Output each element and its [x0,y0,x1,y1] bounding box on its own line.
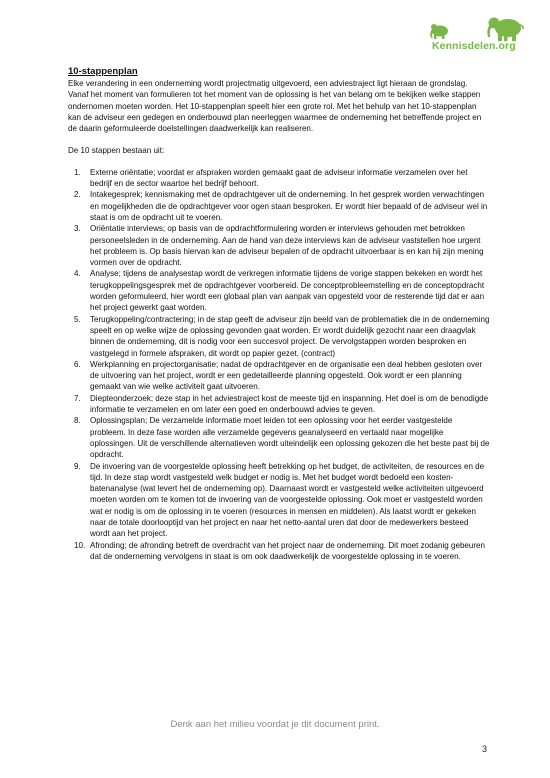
step-number: 10. [74,540,86,550]
step-number: 2. [74,190,81,200]
step-number: 4. [74,269,81,279]
list-item [68,359,490,393]
step-text: Intakegesprek; kennismaking met de opdrachtgever uit de onderneming. In het gesprek worden verwachtingen en mogelijkheden die de opdrachtgever voor ogen staan besproken. Er wordt hier bepaald of de adviseur wel in staat is om de opdracht uit te voeren. [90,190,488,222]
step-number: 6. [74,359,81,369]
steps-lead: De 10 stappen bestaan uit: [68,146,165,156]
intro-paragraph: Elke verandering in een onderneming wordt projectmatig uitgevoerd, een adviestraject ligt hieraan de grondslag. Vanaf het moment van formulieren tot het moment van de oplossing is het van belang om te bekijken welke stappen ondernomen moeten worden. Het 10-stappenplan speelt hier een grote rol. Met het behulp van het 10-stappenplan kan de adviseur een gedegen en onderbouwd plan neerleggen waarmee de onderneming het betreffende project en de daarin geformuleerde doelstellingen daadwerkelijk kan realiseren. [68,79,482,134]
page-footer: Denk aan het milieu voordat je dit document print. [170,719,380,730]
step-text: Diepteonderzoek; deze stap in het adviestraject kost de meeste tijd en inspanning. Het doel is om de benodigde informatie te verzamelen en om later een goed en onderbouwd advies te geven. [90,393,489,415]
step-text: Werkplanning en projectorganisatie; nadat de opdrachtgever en de organisatie een deal hebben gesloten over de uitvoering van het project, wordt er een gedetailleerde planning opgesteld. Ook wordt er een planning gemaakt van wie welke activiteit gaat uitvoeren. [90,359,483,392]
list-item [68,314,490,359]
main-content [68,66,490,562]
step-text: Afronding; de afronding betreft de overdracht van het project naar de onderneming. Dit moet zodanig gebeuren dat de onderneming vervolgens in staat is om ook daadwerkelijk de voorgestelde oplossing in te voeren. [90,540,486,561]
steps-list [68,167,490,562]
step-number: 5. [74,314,81,324]
kennisdelen-logo [410,14,530,54]
page-number: 3 [481,744,487,754]
step-number: 3. [74,224,81,234]
list-item [68,189,490,223]
list-item [68,268,490,313]
elephant-icon [428,14,528,42]
step-number: 8. [74,416,81,426]
step-text: Externe oriëntatie; voordat er afspraken worden gemaakt gaat de adviseur informatie verzamelen over het bedrijf en de sector waartoe het bedrijf behoort. [90,167,468,189]
list-item [68,540,490,563]
list-item [68,167,490,190]
logo-text: Kennisdelen.org [432,40,516,52]
list-item [68,415,490,460]
list-item [68,393,490,416]
list-item [68,223,490,268]
list-item [68,461,490,540]
step-number: 9. [74,461,81,471]
step-text: Oriëntatie interviews; op basis van de opdrachtformulering worden er interviews gehouden met betrokken personeelsleden in de onderneming. Aan de hand van deze interviews kan de adviseur vaststellen hoe urgent het probleem is. Op basis hiervan kan de adviseur bepalen of de opdracht uitvoerbaar is en kan hij zijn mening vormen over de opdracht. [90,224,484,268]
step-text: Terugkoppeling/contractering; in de stap geeft de adviseur zijn beeld van de problematiek die in de onderneming speelt en op welke wijze de oplossing gevonden gaat worden. Er wordt duidelijk gezocht naar een draagvlak binnen de onderneming, dit is nodig voor een succesvol project. De vervolgstappen worden besproken en vastgelegd in formele afspraken, dit wordt op papier gezet. (contract) [90,314,490,358]
step-text: Oplossingsplan; De verzamelde informatie moet leiden tot een oplossing voor het eerder vastgestelde probleem. In deze fase worden alle verzamelde gegevens geanalyseerd en vertaald naar mogelijke oplossingen. Uit de verschillende alternatieven wordt uiteindelijk een oplossing gekozen die het beste past bij de opdracht. [90,416,490,460]
section-title: 10-stappenplan [68,66,138,77]
step-number: 1. [74,167,81,177]
step-text: Analyse; tijdens de analysestap wordt de verkregen informatie tijdens de vorige stappen bekeken en wordt het terugkoppelingsgesprek met de opdrachtgever voorbereid. De conceptprobleemstelling en de conceptopdracht worden geformuleerd, hier wordt een globaal plan van aanpak van opgesteld voor de resterende tijd dat er aan het project gewerkt gaat worden. [90,269,485,313]
step-text: De invoering van de voorgestelde oplossing heeft betrekking op het budget, de activiteiten, de resources en de tijd. In deze stap wordt vastgesteld welk budget er nodig is. Met het budget wordt bedoeld een kosten-batenanalyse (wat levert het de onderneming op). Daarnaast wordt er vastgesteld welke activiteiten uitgevoerd moeten worden om te komen tot de invoering van de voorgestelde oplossing. Ook moet er vastgesteld worden wat er nodig is om de oplossing in te voeren (resources in mensen en middelen). Als laatst wordt er gekeken naar de totale doorlooptijd van het project en naar het netto-aantal uren dat door de medewerkers besteed wordt aan het project. [90,461,485,539]
step-number: 7. [74,393,81,403]
